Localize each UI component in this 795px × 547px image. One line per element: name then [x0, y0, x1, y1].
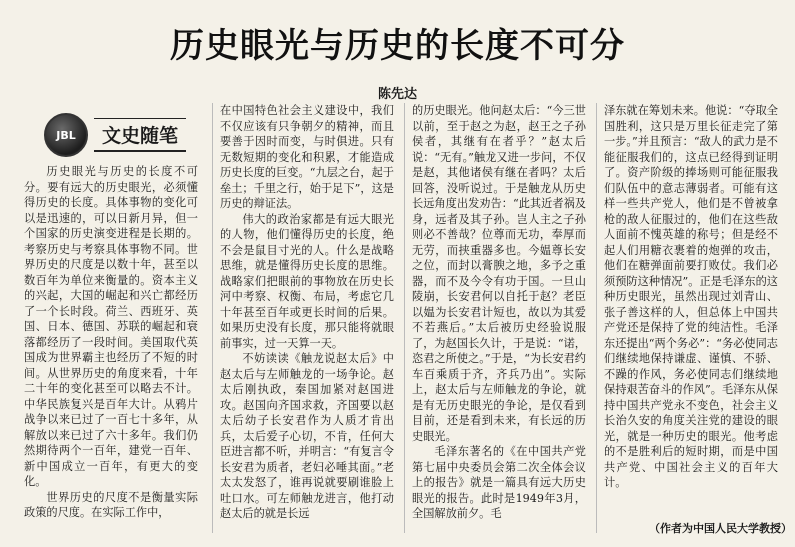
paragraph: 不妨读读《触龙说赵太后》中赵太后与左师触龙的一场争论。赵太后刚执政，秦国加紧对赵国进攻。赵国向齐国求救，齐国要以赵太后幼子长安君作为人质才肯出兵，太后爱子心切，不肯，任何大臣进言都不听，并明言：“有复言令长安君为质者，老妇必唾其面。”老太太发怒了，谁再说就要刷谁脸上吐口水。可左师触龙进言，他打动赵太后的就是长远	[220, 352, 394, 520]
author-byline: 陈先达	[377, 87, 417, 102]
paragraph: 世界历史的尺度不是衡量实际政策的尺度。在实际工作中，	[24, 490, 198, 519]
column-divider	[596, 103, 597, 533]
column-divider	[212, 103, 213, 533]
column-badge	[44, 113, 209, 157]
paragraph: 毛泽东著名的《在中国共产党第七届中央委员会第二次全体会议上的报告》就是一篇具有远大历史眼光的报告。此时是1949年3月，全国解放前夕。毛	[412, 445, 586, 520]
text-column-1	[24, 164, 198, 534]
column-logo-icon: JBL	[44, 113, 88, 157]
text-column-3	[412, 103, 586, 534]
paragraph: 的历史眼光。他问赵太后：“今三世以前，至于赵之为赵，赵王之子孙侯者，其继有在者乎？”赵太后说：“无有。”触龙又进一步问，不仅是赵，其他诸侯有继在者吗？太后回答，没听说过。于是触龙从历史长远角度出发劝告：“此其近者祸及身，远者及其子孙。岂人主之子孙则必不善哉？位尊而无功，奉厚而无劳，而挟重器多也。今媪尊长安之位，而封以膏腴之地，多予之重器，而不及今令有功于国。一旦山陵崩，长安君何以自托于赵？老臣以媪为长安君计短也，故以为其爱不若燕后。”太后被历史经验说服了，为赵国长久计，于是说：“诺，恣君之所使之。”于是，“为长安君约车百乘质于齐，齐兵乃出”。实际上，赵太后与左师触龙的争论，就是有无历史眼光的争论，是仅看到目前，还是看到未来，有长远的历史眼光。	[412, 104, 586, 443]
text-column-4	[604, 103, 778, 521]
text-column-2	[220, 103, 394, 534]
column-title: 文史随笔	[94, 118, 186, 152]
paragraph: 历史眼光与历史的长度不可分。要有远大的历史眼光，必须懂得历史的长度。具体事物的变化可以是迅速的，可以日新月异，但一个国家的历史演变进程是长期的。考察历史与考察具体事物不同。世界历史的尺度是以数十年，甚至以数百年为单位来衡量的。资本主义的兴起，大国的崛起和兴亡都经历了一个长时段。荷兰、西班牙、英国、日本、德国、苏联的崛起和衰落都经历了一段时间。美国取代英国成为世界霸主也经历了不短的时间。从世界历史的角度来看，十年二十年的变化甚至可以略去不计。中华民族复兴是百年大计。从鸦片战争以来已过了一百七十多年，从解放以来已过了六十多年。我们仍然期待两个一百年，建党一百年、新中国成立一百年，有更大的变化。	[24, 165, 198, 488]
author-note: （作者为中国人民大学教授）	[649, 522, 792, 535]
article-headline: 历史眼光与历史的长度不可分	[170, 26, 625, 66]
paragraph: 泽东就在筹划未来。他说：“夺取全国胜利，这只是万里长征走完了第一步。”并且预言：“敌人的武力是不能征服我们的，这点已经得到证明了。资产阶级的捧场则可能征服我们队伍中的意志薄弱者。可能有这样一些共产党人，他们是不曾被拿枪的敌人征服过的，他们在这些敌人面前不愧英雄的称号；但是经不起人们用糖衣裹着的炮弹的攻击，他们在糖弹面前要打败仗。我们必须预防这种情况”。正是毛泽东的这种历史眼光，虽然出现过刘青山、张子善这样的人，但总体上中国共产党还是保持了党的纯洁性。毛泽东还提出“两个务必”：“务必使同志们继续地保持谦虚、谨慎、不骄、不躁的作风，务必使同志们继续地保持艰苦奋斗的作风”。毛泽东从保持中国共产党永不变色，社会主义长治久安的角度关注党的建设的眼光，就是一种历史的眼光。他考虑的不是胜利后的短时期，而是中国共产党、中国社会主义的百年大计。	[604, 104, 778, 489]
paragraph: 伟大的政治家都是有远大眼光的人物，他们懂得历史的长度，绝不会是鼠目寸光的人。什么是战略思维，就是懂得历史长度的思维。战略家们把眼前的事物放在历史长河中考察、权衡、布局，考虑它几十年甚至百年或更长时间的后果。如果历史没有长度，那只能将就眼前事实，过一天算一天。	[220, 212, 394, 350]
paragraph: 在中国特色社会主义建设中，我们不仅应该有只争朝夕的精神，而且要善于因时而变，与时俱进。只有无数短期的变化和积累，才能造成历史长度的巨变。“九层之台，起于垒土；千里之行，始于足下”，这是历史的辩证法。	[220, 104, 394, 210]
column-divider	[404, 103, 405, 533]
